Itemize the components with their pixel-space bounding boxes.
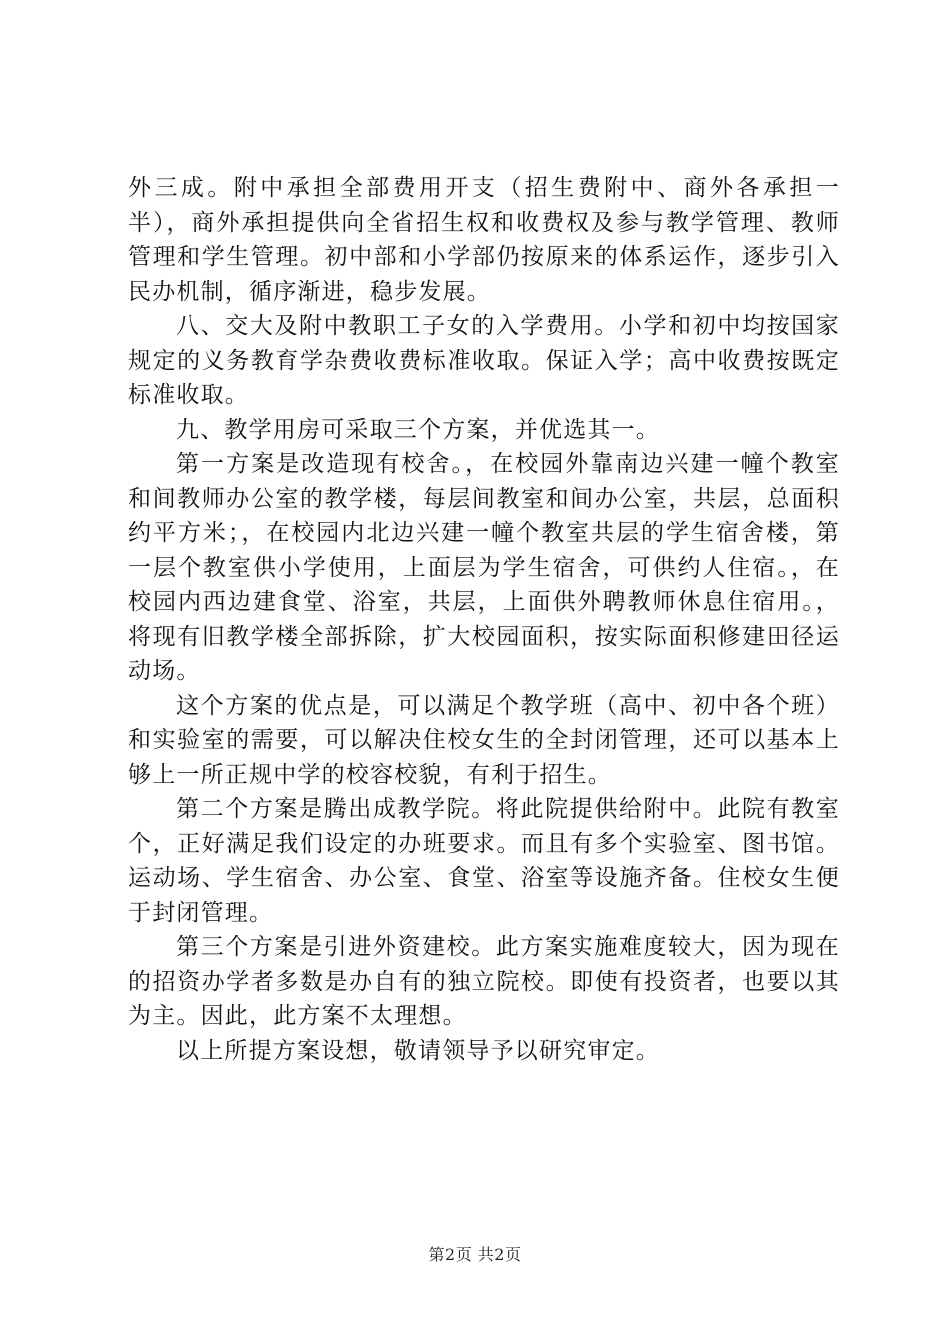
paragraph-3: 九、教学用房可采取三个方案，并优选其一。	[176, 416, 660, 443]
paragraph-6: 第二个方案是腾出成教学院。将此院提供给附中。此院有教室个，正好满足我们设定的办班要求。而且有多个实验室、图书馆。运动场、学生宿舍、办公室、食堂、浴室等设施齐备。住校女生便于封闭管理。	[128, 796, 840, 926]
paragraph-5: 这个方案的优点是，可以满足个教学班（高中、初中各个班）和实验室的需要，可以解决住校女生的全封闭管理，还可以基本上够上一所正规中学的校容校貌，有利于招生。	[128, 692, 840, 788]
paragraph-7: 第三个方案是引进外资建校。此方案实施难度较大，因为现在的招资办学者多数是办自有的独立院校。即使有投资者，也要以其为主。因此，此方案不太理想。	[128, 934, 840, 1029]
paragraph-8: 以上所提方案设想，敬请领导予以研究审定。	[176, 1037, 660, 1064]
page-footer: 第2页 共2页	[428, 1245, 522, 1264]
paragraph-4: 第一方案是改造现有校舍。，在校园外靠南边兴建一幢个教室和间教师办公室的教学楼，每层间教室和间办公室，共层，总面积约平方米；，在校园内北边兴建一幢个教室共层的学生宿舍楼，第一层个教室供小学使用，上面层为学生宿舍，可供约人住宿。，在校园内西边建食堂、浴室，共层，上面供外聘教师休息住宿用。，将现有旧教学楼全部拆除，扩大校园面积，按实际面积修建田径运动场。	[128, 451, 840, 684]
document-body	[128, 171, 840, 1068]
paragraph-1: 外三成。附中承担全部费用开支（招生费附中、商外各承担一半），商外承担提供向全省招生权和收费权及参与教学管理、教师管理和学生管理。初中部和小学部仍按原来的体系运作，逐步引入民办机制，循序渐进，稳步发展。	[128, 175, 840, 305]
paragraph-2: 八、交大及附中教职工子女的入学费用。小学和初中均按国家规定的义务教育学杂费收费标准收取。保证入学；高中收费按既定标准收取。	[128, 313, 840, 408]
